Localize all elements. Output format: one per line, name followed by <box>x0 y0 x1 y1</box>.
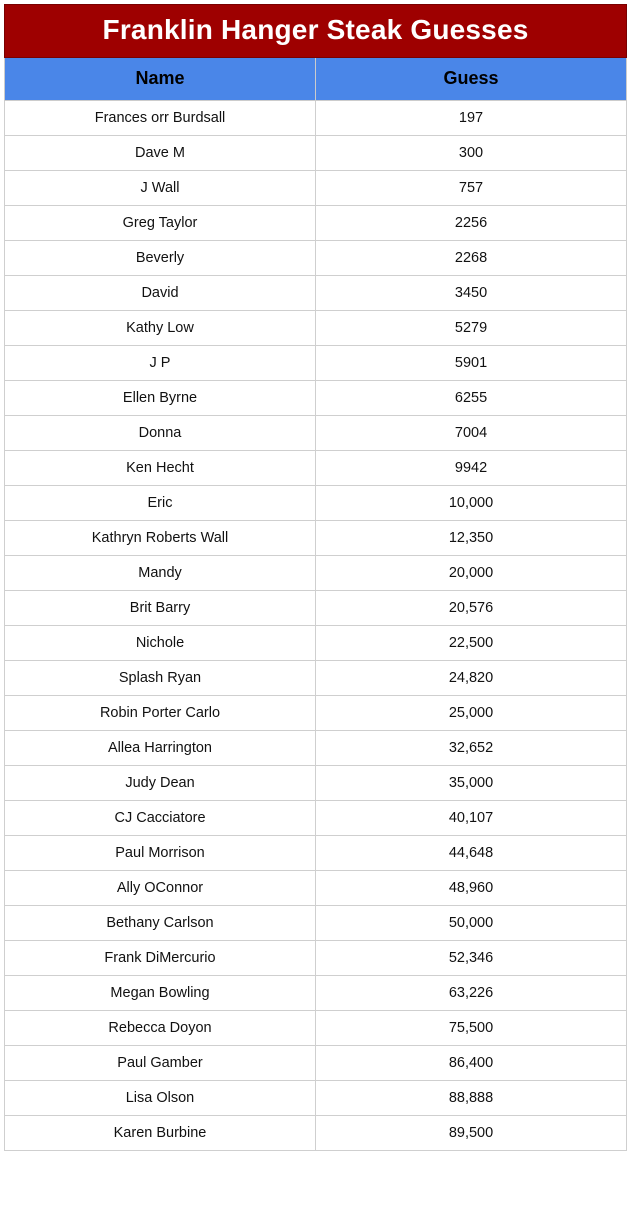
title-row <box>5 5 627 58</box>
table-row <box>5 136 627 171</box>
table-row <box>5 1011 627 1046</box>
table-row <box>5 696 627 731</box>
guess-table <box>4 4 627 1151</box>
cell-name: J P <box>5 346 316 381</box>
table-row <box>5 906 627 941</box>
table-row <box>5 556 627 591</box>
cell-guess: 86,400 <box>316 1046 627 1081</box>
cell-guess: 48,960 <box>316 871 627 906</box>
table-row <box>5 381 627 416</box>
cell-guess: 50,000 <box>316 906 627 941</box>
cell-name: Rebecca Doyon <box>5 1011 316 1046</box>
cell-name: Allea Harrington <box>5 731 316 766</box>
table-body <box>5 101 627 1151</box>
cell-guess: 88,888 <box>316 1081 627 1116</box>
cell-name: Splash Ryan <box>5 661 316 696</box>
cell-guess: 7004 <box>316 416 627 451</box>
cell-guess: 32,652 <box>316 731 627 766</box>
cell-guess: 5901 <box>316 346 627 381</box>
table-row <box>5 836 627 871</box>
table-row <box>5 591 627 626</box>
cell-name: Beverly <box>5 241 316 276</box>
table-row <box>5 206 627 241</box>
table-row <box>5 241 627 276</box>
cell-name: Ken Hecht <box>5 451 316 486</box>
table-row <box>5 871 627 906</box>
cell-guess: 89,500 <box>316 1116 627 1151</box>
cell-name: Donna <box>5 416 316 451</box>
cell-guess: 22,500 <box>316 626 627 661</box>
cell-guess: 25,000 <box>316 696 627 731</box>
cell-name: Greg Taylor <box>5 206 316 241</box>
cell-name: Frances orr Burdsall <box>5 101 316 136</box>
table-row <box>5 451 627 486</box>
cell-guess: 35,000 <box>316 766 627 801</box>
cell-guess: 300 <box>316 136 627 171</box>
cell-guess: 52,346 <box>316 941 627 976</box>
column-header-guess: Guess <box>316 58 627 101</box>
table-row <box>5 941 627 976</box>
cell-name: Nichole <box>5 626 316 661</box>
cell-name: Robin Porter Carlo <box>5 696 316 731</box>
cell-guess: 3450 <box>316 276 627 311</box>
table-row <box>5 731 627 766</box>
cell-name: Karen Burbine <box>5 1116 316 1151</box>
cell-guess: 75,500 <box>316 1011 627 1046</box>
table-row <box>5 801 627 836</box>
cell-guess: 2256 <box>316 206 627 241</box>
cell-name: Judy Dean <box>5 766 316 801</box>
cell-guess: 12,350 <box>316 521 627 556</box>
cell-name: Eric <box>5 486 316 521</box>
cell-name: Megan Bowling <box>5 976 316 1011</box>
cell-name: Bethany Carlson <box>5 906 316 941</box>
table-row <box>5 311 627 346</box>
cell-name: Brit Barry <box>5 591 316 626</box>
table-row <box>5 626 627 661</box>
cell-name: David <box>5 276 316 311</box>
cell-name: Lisa Olson <box>5 1081 316 1116</box>
cell-guess: 20,576 <box>316 591 627 626</box>
table-row <box>5 346 627 381</box>
table-row <box>5 661 627 696</box>
table-row <box>5 976 627 1011</box>
cell-guess: 2268 <box>316 241 627 276</box>
page-title: Franklin Hanger Steak Guesses <box>5 5 627 58</box>
cell-name: Paul Morrison <box>5 836 316 871</box>
cell-name: Ellen Byrne <box>5 381 316 416</box>
cell-name: CJ Cacciatore <box>5 801 316 836</box>
cell-name: J Wall <box>5 171 316 206</box>
cell-name: Kathryn Roberts Wall <box>5 521 316 556</box>
cell-guess: 10,000 <box>316 486 627 521</box>
table-row <box>5 1046 627 1081</box>
table-row <box>5 416 627 451</box>
cell-guess: 40,107 <box>316 801 627 836</box>
cell-name: Frank DiMercurio <box>5 941 316 976</box>
cell-name: Kathy Low <box>5 311 316 346</box>
table-row <box>5 1081 627 1116</box>
cell-name: Mandy <box>5 556 316 591</box>
cell-guess: 5279 <box>316 311 627 346</box>
table-row <box>5 521 627 556</box>
cell-name: Paul Gamber <box>5 1046 316 1081</box>
cell-name: Dave M <box>5 136 316 171</box>
table-head <box>5 5 627 101</box>
cell-guess: 9942 <box>316 451 627 486</box>
table-row <box>5 486 627 521</box>
header-row <box>5 58 627 101</box>
cell-guess: 63,226 <box>316 976 627 1011</box>
table-row <box>5 101 627 136</box>
cell-guess: 6255 <box>316 381 627 416</box>
cell-guess: 20,000 <box>316 556 627 591</box>
table-row <box>5 171 627 206</box>
column-header-name: Name <box>5 58 316 101</box>
table-row <box>5 766 627 801</box>
cell-guess: 757 <box>316 171 627 206</box>
cell-guess: 197 <box>316 101 627 136</box>
cell-guess: 44,648 <box>316 836 627 871</box>
table-row <box>5 276 627 311</box>
cell-guess: 24,820 <box>316 661 627 696</box>
cell-name: Ally OConnor <box>5 871 316 906</box>
table-row <box>5 1116 627 1151</box>
